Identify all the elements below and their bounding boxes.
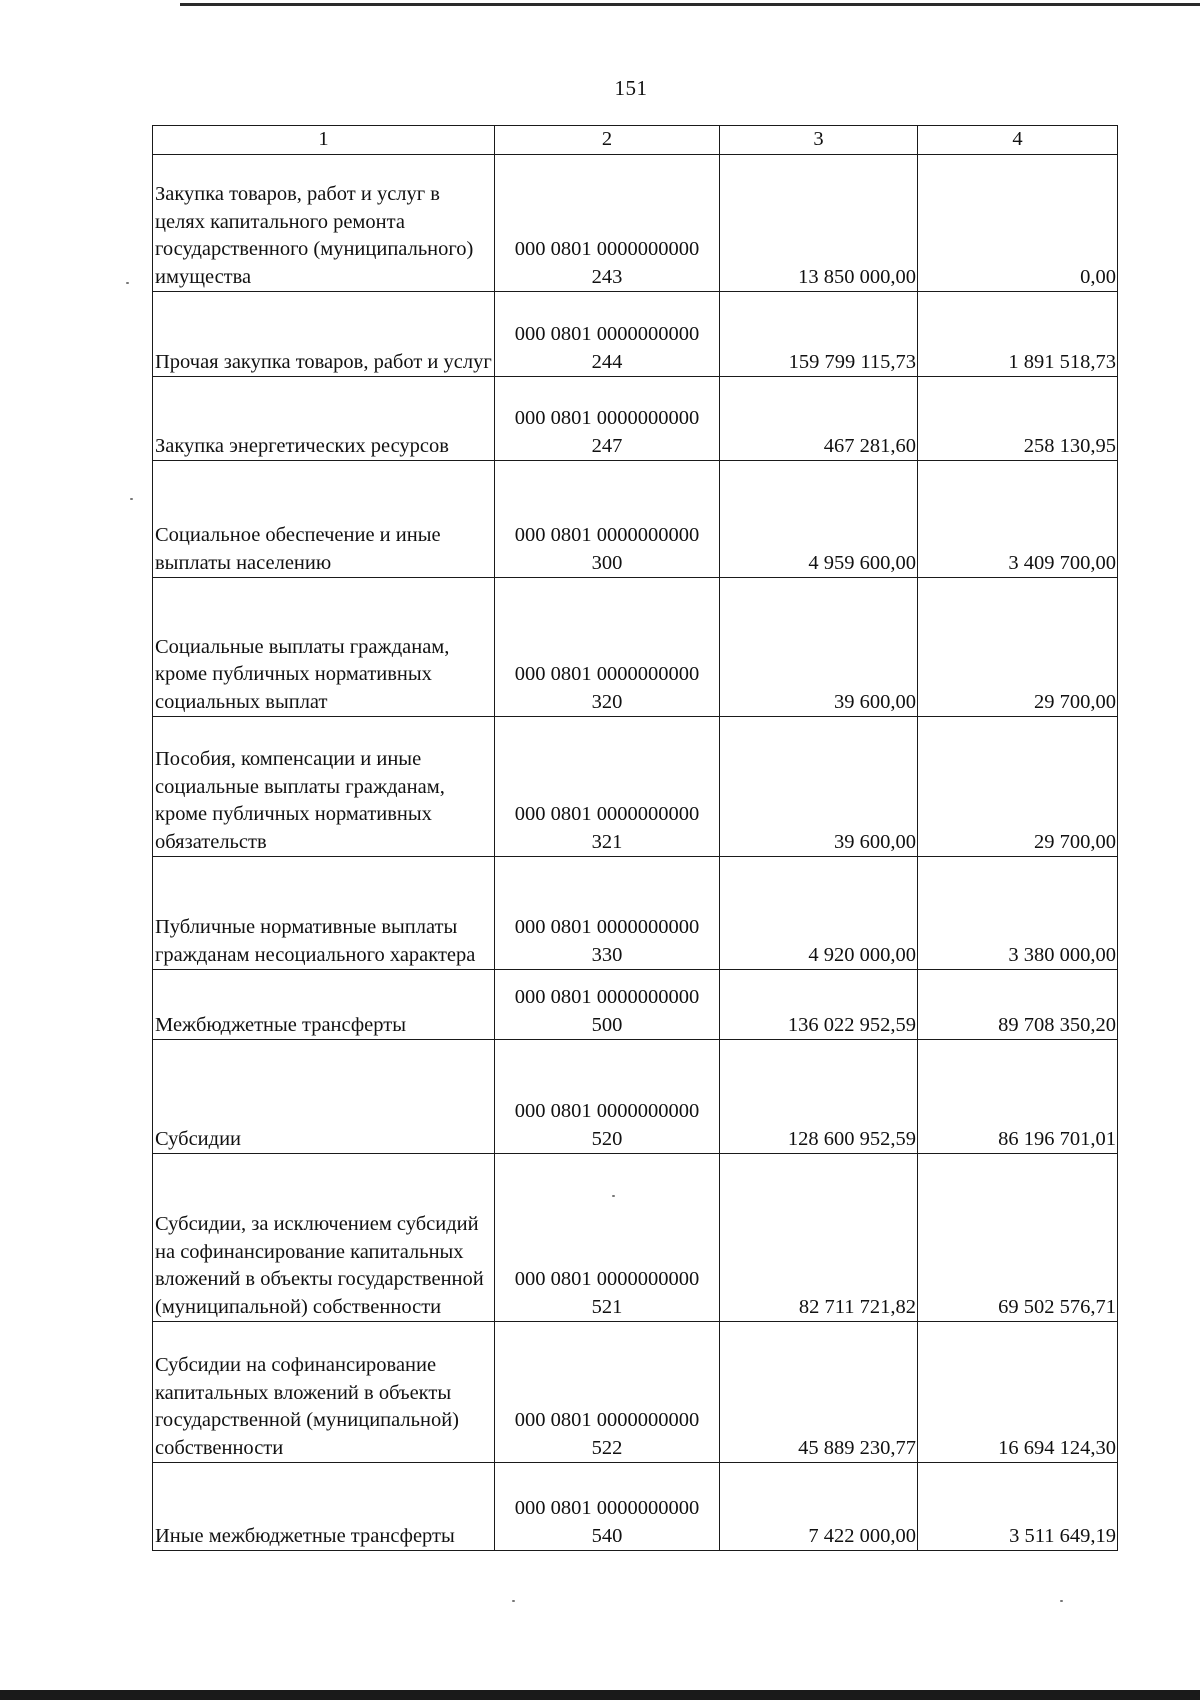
row-value-4: 258 130,95 [918, 377, 1118, 461]
scan-speck [130, 498, 133, 500]
row-code [495, 1154, 720, 1322]
budget-table [152, 125, 1118, 1551]
row-name: Иные межбюджетные трансферты [153, 1463, 495, 1551]
row-code-line1: 000 0801 0000000000 [514, 1409, 700, 1431]
row-code-line1: 000 0801 0000000000 [514, 524, 700, 546]
row-name: Прочая закупка товаров, работ и услуг [153, 292, 495, 377]
row-code-line2: 521 [591, 1295, 623, 1318]
row-code-line2: 320 [591, 690, 623, 713]
row-code [495, 1463, 720, 1551]
row-name: Публичные нормативные выплаты гражданам несоциального характера [153, 857, 495, 970]
table-row [153, 1154, 1118, 1322]
table-row [153, 578, 1118, 717]
row-code-line2: 330 [591, 943, 623, 966]
table-row [153, 1040, 1118, 1154]
header-col-1: 1 [153, 126, 495, 155]
table-row [153, 292, 1118, 377]
row-code-line1: 000 0801 0000000000 [514, 916, 700, 938]
row-code-line2: 522 [591, 1436, 623, 1459]
table-row [153, 717, 1118, 857]
row-name: Закупка энергетических ресурсов [153, 377, 495, 461]
row-code [495, 1322, 720, 1463]
table-row [153, 377, 1118, 461]
top-border-line [180, 3, 1200, 6]
row-code-line1: 000 0801 0000000000 [514, 238, 700, 260]
row-value-3: 4 920 000,00 [720, 857, 918, 970]
row-code-line1: 000 0801 0000000000 [514, 1100, 700, 1122]
table-row [153, 970, 1118, 1040]
row-code-line2: 500 [591, 1013, 623, 1036]
row-value-4: 3 511 649,19 [918, 1463, 1118, 1551]
header-row [153, 126, 1118, 155]
row-code-line1: 000 0801 0000000000 [514, 663, 700, 685]
row-value-4: 29 700,00 [918, 578, 1118, 717]
scan-speck [512, 1600, 515, 1602]
table-row [153, 1463, 1118, 1551]
row-value-3: 45 889 230,77 [720, 1322, 918, 1463]
row-value-4: 0,00 [918, 155, 1118, 292]
page-number: 151 [614, 76, 648, 100]
row-code [495, 857, 720, 970]
table-row [153, 857, 1118, 970]
header-col-4: 4 [918, 126, 1118, 155]
row-value-4: 69 502 576,71 [918, 1154, 1118, 1322]
row-value-3: 467 281,60 [720, 377, 918, 461]
row-code-line1: 000 0801 0000000000 [514, 323, 700, 345]
bottom-border-line [0, 1690, 1200, 1700]
row-value-4: 1 891 518,73 [918, 292, 1118, 377]
row-name: Межбюджетные трансферты [153, 970, 495, 1040]
header-col-3: 3 [720, 126, 918, 155]
scan-speck [612, 1195, 615, 1197]
row-value-4: 16 694 124,30 [918, 1322, 1118, 1463]
row-name: Субсидии на софинансирование капитальных вложений в объекты государственной (муниципальной) собственности [153, 1322, 495, 1463]
row-code-line2: 321 [591, 830, 623, 853]
row-name: Закупка товаров, работ и услуг в целях капитального ремонта государственного (муниципального) имущества [153, 155, 495, 292]
row-code-line1: 000 0801 0000000000 [514, 407, 700, 429]
row-value-3: 13 850 000,00 [720, 155, 918, 292]
row-code-line2: 243 [591, 265, 623, 288]
row-code [495, 717, 720, 857]
row-code-line2: 300 [591, 551, 623, 574]
row-code-line2: 247 [591, 434, 623, 457]
row-value-4: 29 700,00 [918, 717, 1118, 857]
scan-speck [1060, 1600, 1063, 1602]
row-code [495, 155, 720, 292]
row-code-line1: 000 0801 0000000000 [514, 803, 700, 825]
row-code-line1: 000 0801 0000000000 [514, 1268, 700, 1290]
row-name: Субсидии [153, 1040, 495, 1154]
row-value-3: 39 600,00 [720, 578, 918, 717]
row-code [495, 970, 720, 1040]
table-header [153, 126, 1118, 155]
row-value-3: 82 711 721,82 [720, 1154, 918, 1322]
row-value-3: 39 600,00 [720, 717, 918, 857]
row-value-3: 128 600 952,59 [720, 1040, 918, 1154]
row-code [495, 1040, 720, 1154]
row-code-line1: 000 0801 0000000000 [514, 1497, 700, 1519]
table-row [153, 461, 1118, 578]
table-row [153, 155, 1118, 292]
row-code-line2: 244 [591, 350, 623, 373]
row-code-line2: 520 [591, 1127, 623, 1150]
scan-speck [126, 282, 129, 284]
table-row [153, 1322, 1118, 1463]
row-code [495, 377, 720, 461]
row-name: Социальные выплаты гражданам, кроме публичных нормативных социальных выплат [153, 578, 495, 717]
header-col-2: 2 [495, 126, 720, 155]
row-value-4: 86 196 701,01 [918, 1040, 1118, 1154]
row-name: Социальное обеспечение и иные выплаты населению [153, 461, 495, 578]
row-value-3: 7 422 000,00 [720, 1463, 918, 1551]
row-value-3: 159 799 115,73 [720, 292, 918, 377]
row-name: Пособия, компенсации и иные социальные выплаты гражданам, кроме публичных нормативных обязательств [153, 717, 495, 857]
row-value-4: 3 409 700,00 [918, 461, 1118, 578]
row-code [495, 461, 720, 578]
row-value-4: 3 380 000,00 [918, 857, 1118, 970]
row-name: Субсидии, за исключением субсидий на софинансирование капитальных вложений в объекты государственной (муниципальной) собственности [153, 1154, 495, 1322]
table-body [153, 155, 1118, 1551]
row-value-4: 89 708 350,20 [918, 970, 1118, 1040]
row-value-3: 136 022 952,59 [720, 970, 918, 1040]
row-code-line2: 540 [591, 1524, 623, 1547]
row-code [495, 292, 720, 377]
row-code [495, 578, 720, 717]
row-value-3: 4 959 600,00 [720, 461, 918, 578]
row-code-line1: 000 0801 0000000000 [514, 986, 700, 1008]
